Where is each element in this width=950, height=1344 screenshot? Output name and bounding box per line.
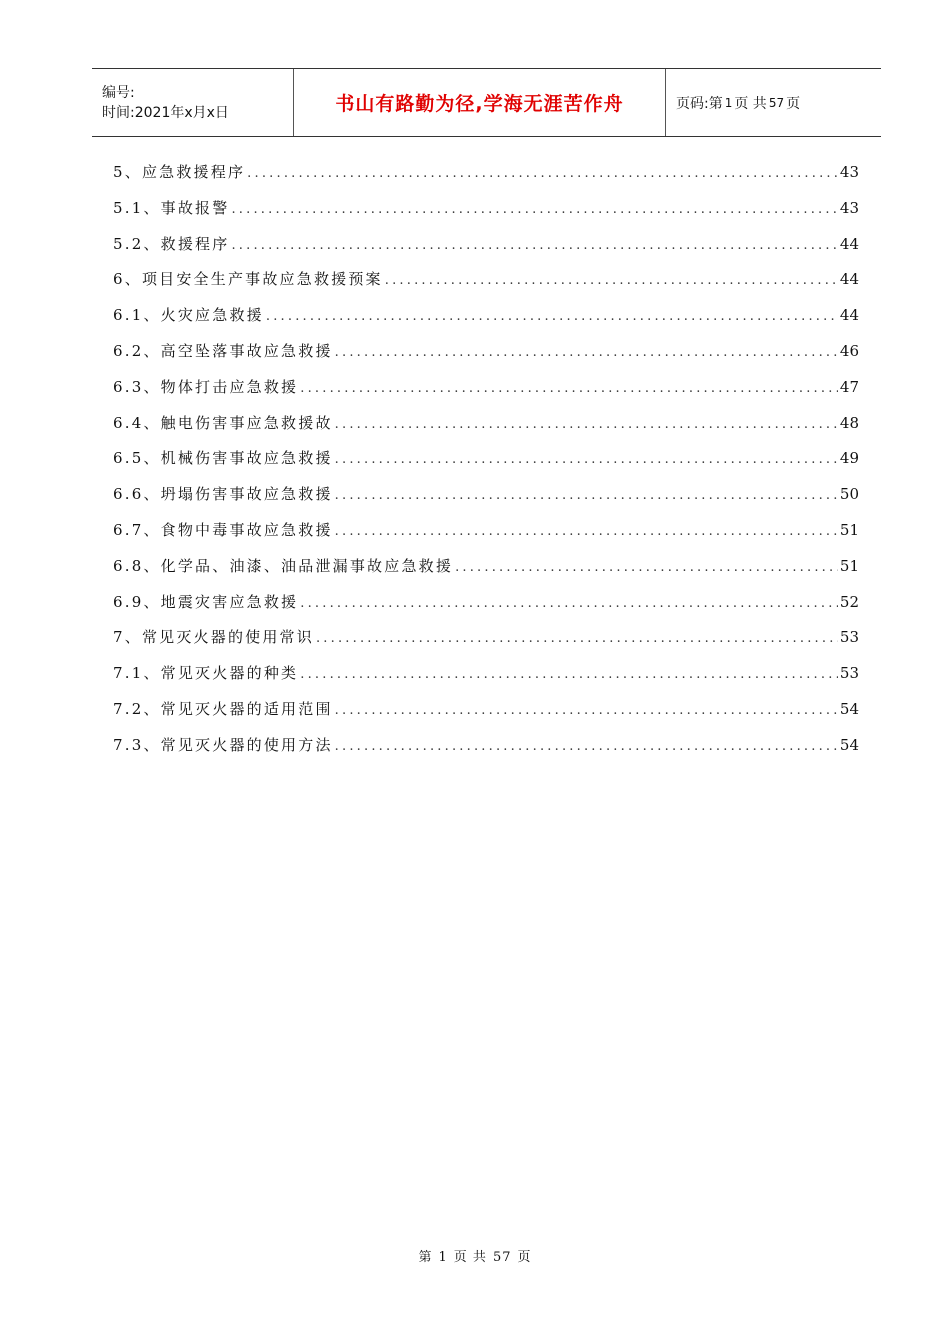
toc-entry-page: 53	[839, 628, 859, 647]
toc-entry[interactable]	[113, 370, 859, 406]
toc-entry-title: 6.9、地震灾害应急救援	[113, 592, 299, 611]
toc-entry[interactable]	[113, 728, 859, 764]
toc-entry-title: 6.5、机械伤害事故应急救援	[113, 449, 333, 468]
toc-entry-page: 44	[839, 270, 859, 289]
toc-entry[interactable]	[113, 585, 859, 621]
toc-entry-page: 54	[839, 735, 859, 754]
toc-leader-dots	[335, 442, 838, 478]
toc-entry[interactable]	[113, 334, 859, 370]
toc-entry-title: 6.7、食物中毒事故应急救援	[113, 520, 333, 539]
toc-leader-dots	[266, 299, 838, 335]
toc-entry-page: 51	[839, 520, 859, 539]
toc-entry[interactable]	[113, 155, 859, 191]
serial-label: 编号:	[102, 84, 135, 101]
toc-leader-dots	[316, 621, 838, 657]
toc-entry-page: 49	[839, 449, 859, 468]
toc-entry[interactable]	[113, 513, 859, 549]
toc-entry[interactable]	[113, 298, 859, 334]
toc-entry-page: 47	[839, 377, 859, 396]
toc-entry-page: 43	[839, 163, 859, 181]
toc-entry-title: 6.8、化学品、油漆、油品泄漏事故应急救援	[113, 556, 454, 575]
toc-leader-dots	[247, 156, 838, 192]
toc-entry-title: 7、常见灭火器的使用常识	[113, 628, 314, 647]
toc-entry-title: 5.1、事故报警	[113, 198, 230, 217]
toc-entry-page: 54	[839, 699, 859, 718]
footer-prefix: 第	[418, 1250, 433, 1265]
time-label: 时间:2021年x月x日	[102, 104, 229, 121]
toc-leader-dots	[335, 478, 838, 514]
toc-entry-title: 5、应急救援程序	[113, 163, 246, 181]
toc-entry-title: 6、项目安全生产事故应急救援预案	[113, 270, 383, 289]
toc-entry[interactable]	[113, 620, 859, 656]
page-header	[92, 68, 881, 137]
toc-entry[interactable]	[113, 656, 859, 692]
toc-entry-title: 6.2、高空坠落事故应急救援	[113, 341, 333, 360]
toc-entry-page: 50	[839, 485, 859, 504]
header-meta-cell	[92, 69, 293, 136]
toc-entry-title: 5.2、救援程序	[113, 234, 230, 253]
header-page-info	[666, 69, 881, 136]
toc-leader-dots	[300, 657, 838, 693]
toc-entry-page: 44	[839, 306, 859, 325]
footer-suffix: 页	[517, 1250, 532, 1265]
header-page-sep: 页 共	[734, 95, 767, 112]
toc-entry-page: 48	[839, 413, 859, 432]
table-of-contents	[113, 155, 859, 764]
header-page-number: 1	[724, 95, 733, 110]
toc-leader-dots	[231, 228, 837, 264]
toc-entry[interactable]	[113, 262, 859, 298]
footer-page-number: 1	[438, 1250, 448, 1265]
toc-leader-dots	[455, 550, 838, 586]
toc-entry-page: 51	[839, 556, 859, 575]
toc-entry-page: 53	[839, 664, 859, 683]
page-footer	[0, 1246, 950, 1265]
header-page-total: 57	[768, 95, 785, 110]
toc-entry[interactable]	[113, 692, 859, 728]
toc-entry[interactable]	[113, 441, 859, 477]
header-motto: 书山有路勤为径,学海无涯苦作舟	[293, 69, 666, 136]
toc-leader-dots	[335, 729, 838, 765]
footer-middle: 页 共	[453, 1250, 487, 1265]
toc-leader-dots	[335, 514, 838, 550]
toc-entry-title: 6.4、触电伤害事应急救援故	[113, 413, 333, 432]
toc-entry-title: 7.1、常见灭火器的种类	[113, 664, 299, 683]
toc-entry[interactable]	[113, 227, 859, 263]
header-page-label: 页码:第	[676, 95, 723, 112]
toc-entry[interactable]	[113, 477, 859, 513]
toc-leader-dots	[335, 693, 838, 729]
toc-leader-dots	[335, 335, 838, 371]
toc-entry-page: 44	[839, 234, 859, 253]
toc-entry-title: 7.3、常见灭火器的使用方法	[113, 735, 333, 754]
toc-entry-title: 6.1、火灾应急救援	[113, 306, 264, 325]
toc-entry-title: 6.3、物体打击应急救援	[113, 377, 299, 396]
toc-entry[interactable]	[113, 549, 859, 585]
toc-leader-dots	[335, 407, 838, 443]
toc-leader-dots	[231, 192, 837, 228]
header-page-suffix: 页	[786, 95, 801, 112]
toc-leader-dots	[385, 263, 838, 299]
toc-entry[interactable]	[113, 191, 859, 227]
toc-leader-dots	[300, 586, 838, 622]
toc-entry-title: 7.2、常见灭火器的适用范围	[113, 699, 333, 718]
toc-entry-page: 52	[839, 592, 859, 611]
toc-entry-page: 43	[839, 198, 859, 217]
toc-entry-page: 46	[839, 341, 859, 360]
toc-entry-title: 6.6、坍塌伤害事故应急救援	[113, 485, 333, 504]
footer-page-total: 57	[492, 1250, 512, 1265]
toc-leader-dots	[300, 371, 838, 407]
toc-entry[interactable]	[113, 406, 859, 442]
